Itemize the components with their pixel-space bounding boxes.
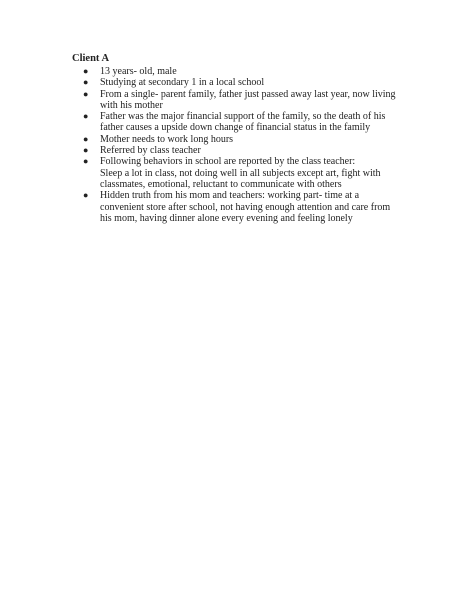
list-item <box>72 134 412 145</box>
list-item <box>72 111 412 134</box>
list-item-line: with his mother <box>100 99 163 111</box>
bullet-icon: ● <box>83 145 89 156</box>
list-item-line: Father was the major financial support of the family, so the death of his <box>100 111 386 123</box>
client-details-list <box>72 66 412 224</box>
list-item <box>72 145 412 156</box>
bullet-icon: ● <box>83 66 89 76</box>
bullet-icon: ● <box>83 111 89 122</box>
bullet-icon: ● <box>83 190 89 201</box>
list-item-line: his mom, having dinner alone every evening and feeling lonely <box>100 212 353 224</box>
list-item-line: 13 years- old, male <box>100 66 177 77</box>
list-item-line: classmates, emotional, reluctant to communicate with others <box>100 178 342 190</box>
list-item-line: Studying at secondary 1 in a local school <box>100 77 265 89</box>
bullet-icon: ● <box>83 133 89 144</box>
list-item-line: father causes a upside down change of financial status in the family <box>100 122 371 134</box>
list-item-line: From a single- parent family, father just passed away last year, now living <box>100 88 396 100</box>
list-item <box>72 190 412 224</box>
list-item <box>72 156 412 190</box>
list-item <box>72 77 412 88</box>
bullet-icon: ● <box>83 156 89 167</box>
bullet-icon: ● <box>83 77 89 88</box>
client-heading: Client A <box>72 53 110 64</box>
list-item-line: Referred by class teacher <box>100 145 201 157</box>
list-item-line: Hidden truth from his mom and teachers: working part- time at a <box>100 190 360 202</box>
list-item-line: Mother needs to work long hours <box>100 133 234 145</box>
document-content <box>72 52 412 224</box>
list-item-line: convenient store after school, not having enough attention and care from <box>100 201 391 213</box>
list-item <box>72 89 412 112</box>
bullet-icon: ● <box>83 88 89 99</box>
list-item-line: Following behaviors in school are reported by the class teacher: <box>100 156 356 168</box>
list-item-line: Sleep a lot in class, not doing well in all subjects except art, fight with <box>100 167 381 179</box>
list-item <box>72 66 412 77</box>
